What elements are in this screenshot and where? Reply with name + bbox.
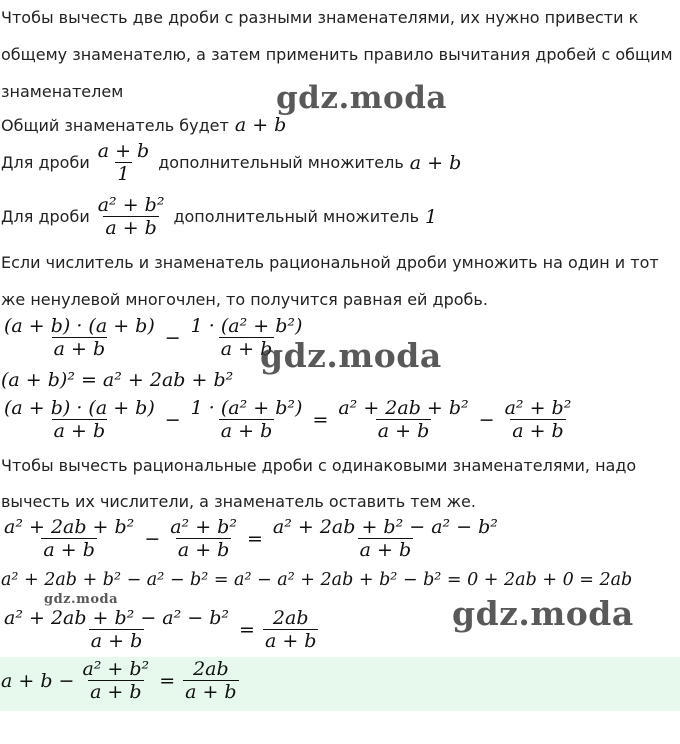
rule-line-2: же ненулевой многочлен, то получится равная ей дробь.	[1, 290, 488, 309]
step2-num3: a² + 2ab + b²	[338, 397, 469, 419]
answer-frac1	[80, 658, 151, 703]
step3-num1: a² + 2ab + b²	[4, 516, 135, 538]
answer-den2: a + b	[185, 681, 237, 703]
common-denominator-line	[1, 114, 286, 136]
fraction1-den: 1	[117, 163, 130, 185]
fraction1-line	[1, 140, 461, 185]
step2-frac1	[2, 397, 157, 442]
step3-den3: a + b	[359, 539, 412, 561]
watermark-logo-3: gdz.moda	[452, 594, 634, 633]
step4-den2: a + b	[264, 630, 317, 652]
step2-frac4	[503, 397, 574, 442]
fraction2-den: a + b	[105, 217, 157, 239]
fraction1-tail: дополнительный множитель	[158, 153, 404, 172]
step1-num1: (a + b) · (a + b)	[4, 315, 155, 337]
answer-num2: 2ab	[193, 658, 229, 680]
step2-op2: −	[478, 408, 495, 431]
step3-den2: a + b	[177, 539, 230, 561]
step1-frac1	[2, 315, 157, 360]
step1-num2: 1 · (a² + b²)	[190, 315, 303, 337]
answer-eq: =	[159, 669, 176, 692]
step1-expression	[1, 315, 305, 360]
rule2-line-2: вычесть их числители, а знаменатель оставить тем же.	[1, 492, 476, 511]
step1-den1: a + b	[53, 338, 106, 360]
step4-num2: 2ab	[272, 607, 309, 629]
step3-expression	[1, 516, 501, 561]
step2-num2: 1 · (a² + b²)	[190, 397, 303, 419]
intro-line-3: знаменателем	[1, 82, 124, 101]
common-den-expr: a + b	[234, 114, 287, 136]
step3-op: −	[144, 527, 161, 550]
step1-den2: a + b	[220, 338, 273, 360]
fraction2-label: Для дроби	[1, 207, 90, 226]
answer-num1: a² + b²	[82, 658, 150, 680]
step2-expression	[1, 397, 574, 442]
step4-eq: =	[239, 618, 255, 641]
step2-frac2	[189, 397, 305, 442]
watermark-logo-2: gdz.moda	[260, 336, 442, 375]
step2-eq: =	[312, 408, 329, 431]
step2-den1: a + b	[53, 420, 106, 442]
common-den-label: Общий знаменатель будет	[1, 115, 229, 135]
step2-frac3	[336, 397, 470, 442]
step3-frac3	[271, 516, 500, 561]
step2-den2: a + b	[220, 420, 273, 442]
identity-formula: (a + b)² = a² + 2ab + b²	[1, 369, 234, 391]
answer-lhs: a + b −	[1, 669, 75, 692]
rule-line-1: Если числитель и знаменатель рациональной дроби умножить на один и тот	[1, 253, 659, 272]
step4-num1: a² + 2ab + b² − a² − b²	[4, 607, 230, 629]
answer-den1: a + b	[90, 681, 142, 703]
watermark-logo-1: gdz.moda	[276, 80, 447, 116]
step2-num1: (a + b) · (a + b)	[4, 397, 155, 419]
fraction1-multiplier: a + b	[409, 151, 462, 174]
step2-den4: a + b	[512, 420, 564, 442]
step3-frac2	[168, 516, 239, 561]
watermark-logo-small: gdz.moda	[44, 592, 119, 607]
step3-frac1	[2, 516, 136, 561]
step4-den1: a + b	[90, 630, 143, 652]
answer-frac2	[183, 658, 239, 703]
step1-op: −	[164, 326, 181, 349]
step2-op1: −	[164, 408, 181, 431]
step4-expression	[1, 607, 319, 652]
answer-expression	[1, 658, 240, 703]
fraction2-num: a² + b²	[97, 194, 165, 216]
fraction2-line	[1, 194, 437, 239]
fraction2	[96, 194, 167, 239]
simplify-line: a² + 2ab + b² − a² − b² = a² − a² + 2ab + b² − b² = 0 + 2ab + 0 = 2ab	[1, 570, 633, 590]
fraction1-num: a + b	[97, 140, 150, 162]
step3-num3: a² + 2ab + b² − a² − b²	[272, 516, 498, 538]
step1-frac2	[189, 315, 305, 360]
step4-frac2	[263, 607, 319, 652]
step3-eq: =	[246, 527, 263, 550]
fraction2-multiplier: 1	[425, 205, 438, 228]
fraction1	[96, 140, 152, 185]
fraction1-label: Для дроби	[1, 153, 90, 172]
fraction2-tail: дополнительный множитель	[173, 207, 419, 226]
step2-den3: a + b	[377, 420, 430, 442]
step3-den1: a + b	[43, 539, 95, 561]
intro-line-2: общему знаменателю, а затем применить правило вычитания дробей с общим	[1, 45, 673, 64]
intro-line-1: Чтобы вычесть две дроби с разными знаменателями, их нужно привести к	[1, 8, 639, 27]
step2-num4: a² + b²	[504, 397, 572, 419]
step3-num2: a² + b²	[170, 516, 237, 538]
step4-frac1	[2, 607, 231, 652]
rule2-line-1: Чтобы вычесть рациональные дроби с одинаковыми знаменателями, надо	[1, 456, 637, 475]
